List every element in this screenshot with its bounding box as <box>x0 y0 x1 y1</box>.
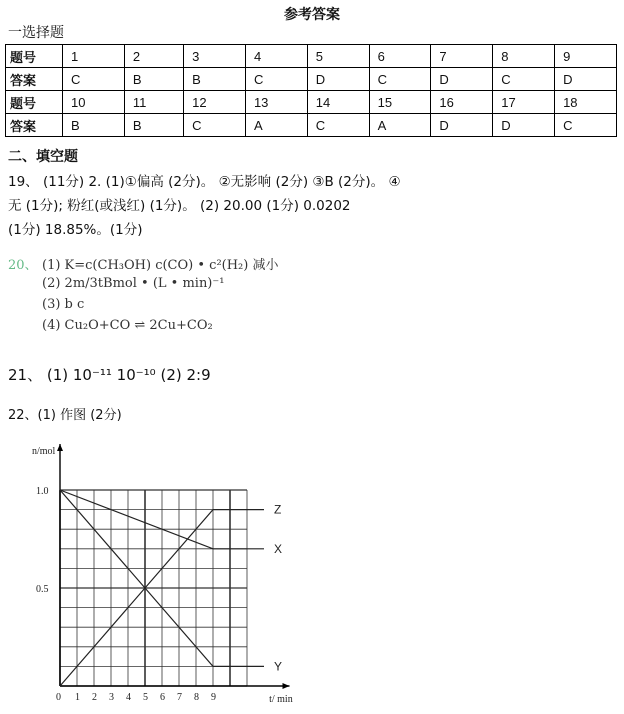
x-tick-label: 4 <box>126 692 131 703</box>
x-tick-label: 0 <box>56 692 61 703</box>
row-header: 答案 <box>6 68 63 91</box>
x-tick-label: 1 <box>75 692 80 703</box>
row-header: 答案 <box>6 114 63 137</box>
q19-line1: 19、 (11分) 2. (1)①偏高 (2分)。 ②无影响 (2分) ③B (2分)。 ④ <box>8 174 401 190</box>
row-header: 题号 <box>6 45 63 68</box>
y-axis-label: n/mol <box>32 446 56 457</box>
cell: B <box>124 68 183 91</box>
cell: D <box>555 68 617 91</box>
cell: B <box>184 68 246 91</box>
x-tick-label: 9 <box>211 692 216 703</box>
cell: C <box>63 68 125 91</box>
cell: D <box>431 68 493 91</box>
cell: 1 <box>63 45 125 68</box>
q20-number <box>8 254 38 273</box>
cell: 18 <box>555 91 617 114</box>
cell: A <box>369 114 431 137</box>
cell: C <box>245 68 307 91</box>
table-row <box>6 114 617 137</box>
section-choice-heading: 一选择题 <box>8 25 64 41</box>
chart-axes <box>57 444 290 689</box>
q20-line2: (2) 2m/3tBmol • (L • min)⁻¹ <box>42 276 225 291</box>
cell: 15 <box>369 91 431 114</box>
cell: 5 <box>307 45 369 68</box>
x-tick-label: 2 <box>92 692 97 703</box>
x-tick-label: 7 <box>177 692 182 703</box>
cell: 11 <box>124 91 183 114</box>
page-title: 参考答案 <box>284 7 340 23</box>
chart-grid <box>60 490 247 686</box>
cell: D <box>307 68 369 91</box>
cell: C <box>493 68 555 91</box>
x-axis-arrow <box>283 683 290 689</box>
answer-table <box>5 44 617 137</box>
cell: D <box>493 114 555 137</box>
series-label-z: Z <box>274 502 282 517</box>
q20-line4: (4) Cu₂O+CO ⇌ 2Cu+CO₂ <box>42 318 213 333</box>
cell: 10 <box>63 91 125 114</box>
cell: 16 <box>431 91 493 114</box>
series-label-y: Y <box>274 659 283 674</box>
q19-line3: (1分) 18.85%。(1分) <box>8 222 143 238</box>
cell: D <box>431 114 493 137</box>
x-tick-label: 6 <box>160 692 165 703</box>
y-tick-label: 0.5 <box>36 584 49 595</box>
cell: 12 <box>184 91 246 114</box>
cell: 6 <box>369 45 431 68</box>
cell: 14 <box>307 91 369 114</box>
cell: 7 <box>431 45 493 68</box>
table-row <box>6 45 617 68</box>
q20-line1: (1) K=c(CH₃OH) c(CO) • c²(H₂) 减小 <box>42 258 279 273</box>
q20-line3: (3) b c <box>42 297 85 312</box>
cell: A <box>245 114 307 137</box>
cell: B <box>124 114 183 137</box>
section-fill-heading: 二、填空题 <box>8 149 78 165</box>
cell: 3 <box>184 45 246 68</box>
q22-line: 22、(1) 作图 (2分) <box>8 408 122 423</box>
cell: C <box>369 68 431 91</box>
cell: C <box>307 114 369 137</box>
y-axis-arrow <box>57 444 63 451</box>
cell: B <box>63 114 125 137</box>
x-axis-label: t/ min <box>269 694 293 705</box>
cell: 13 <box>245 91 307 114</box>
cell: C <box>555 114 617 137</box>
chart-labels <box>274 503 282 674</box>
cell: 4 <box>245 45 307 68</box>
y-tick-label: 1.0 <box>36 486 49 497</box>
cell: 17 <box>493 91 555 114</box>
table-row <box>6 91 617 114</box>
cell: 9 <box>555 45 617 68</box>
row-header: 题号 <box>6 91 63 114</box>
cell: C <box>184 114 246 137</box>
cell: 8 <box>493 45 555 68</box>
q21-line: 21、 (1) 10⁻¹¹ 10⁻¹⁰ (2) 2:9 <box>8 366 211 384</box>
x-tick-label: 8 <box>194 692 199 703</box>
answer-graph <box>0 430 624 714</box>
table-row <box>6 68 617 91</box>
q19-line2: 无 (1分); 粉红(或浅红) (1分)。 (2) 20.00 (1分) 0.0202 <box>8 198 351 214</box>
x-tick-label: 3 <box>109 692 114 703</box>
q20-num: 20、 <box>8 258 38 273</box>
series-label-x: X <box>274 541 283 556</box>
cell: 2 <box>124 45 183 68</box>
x-tick-label: 5 <box>143 692 148 703</box>
